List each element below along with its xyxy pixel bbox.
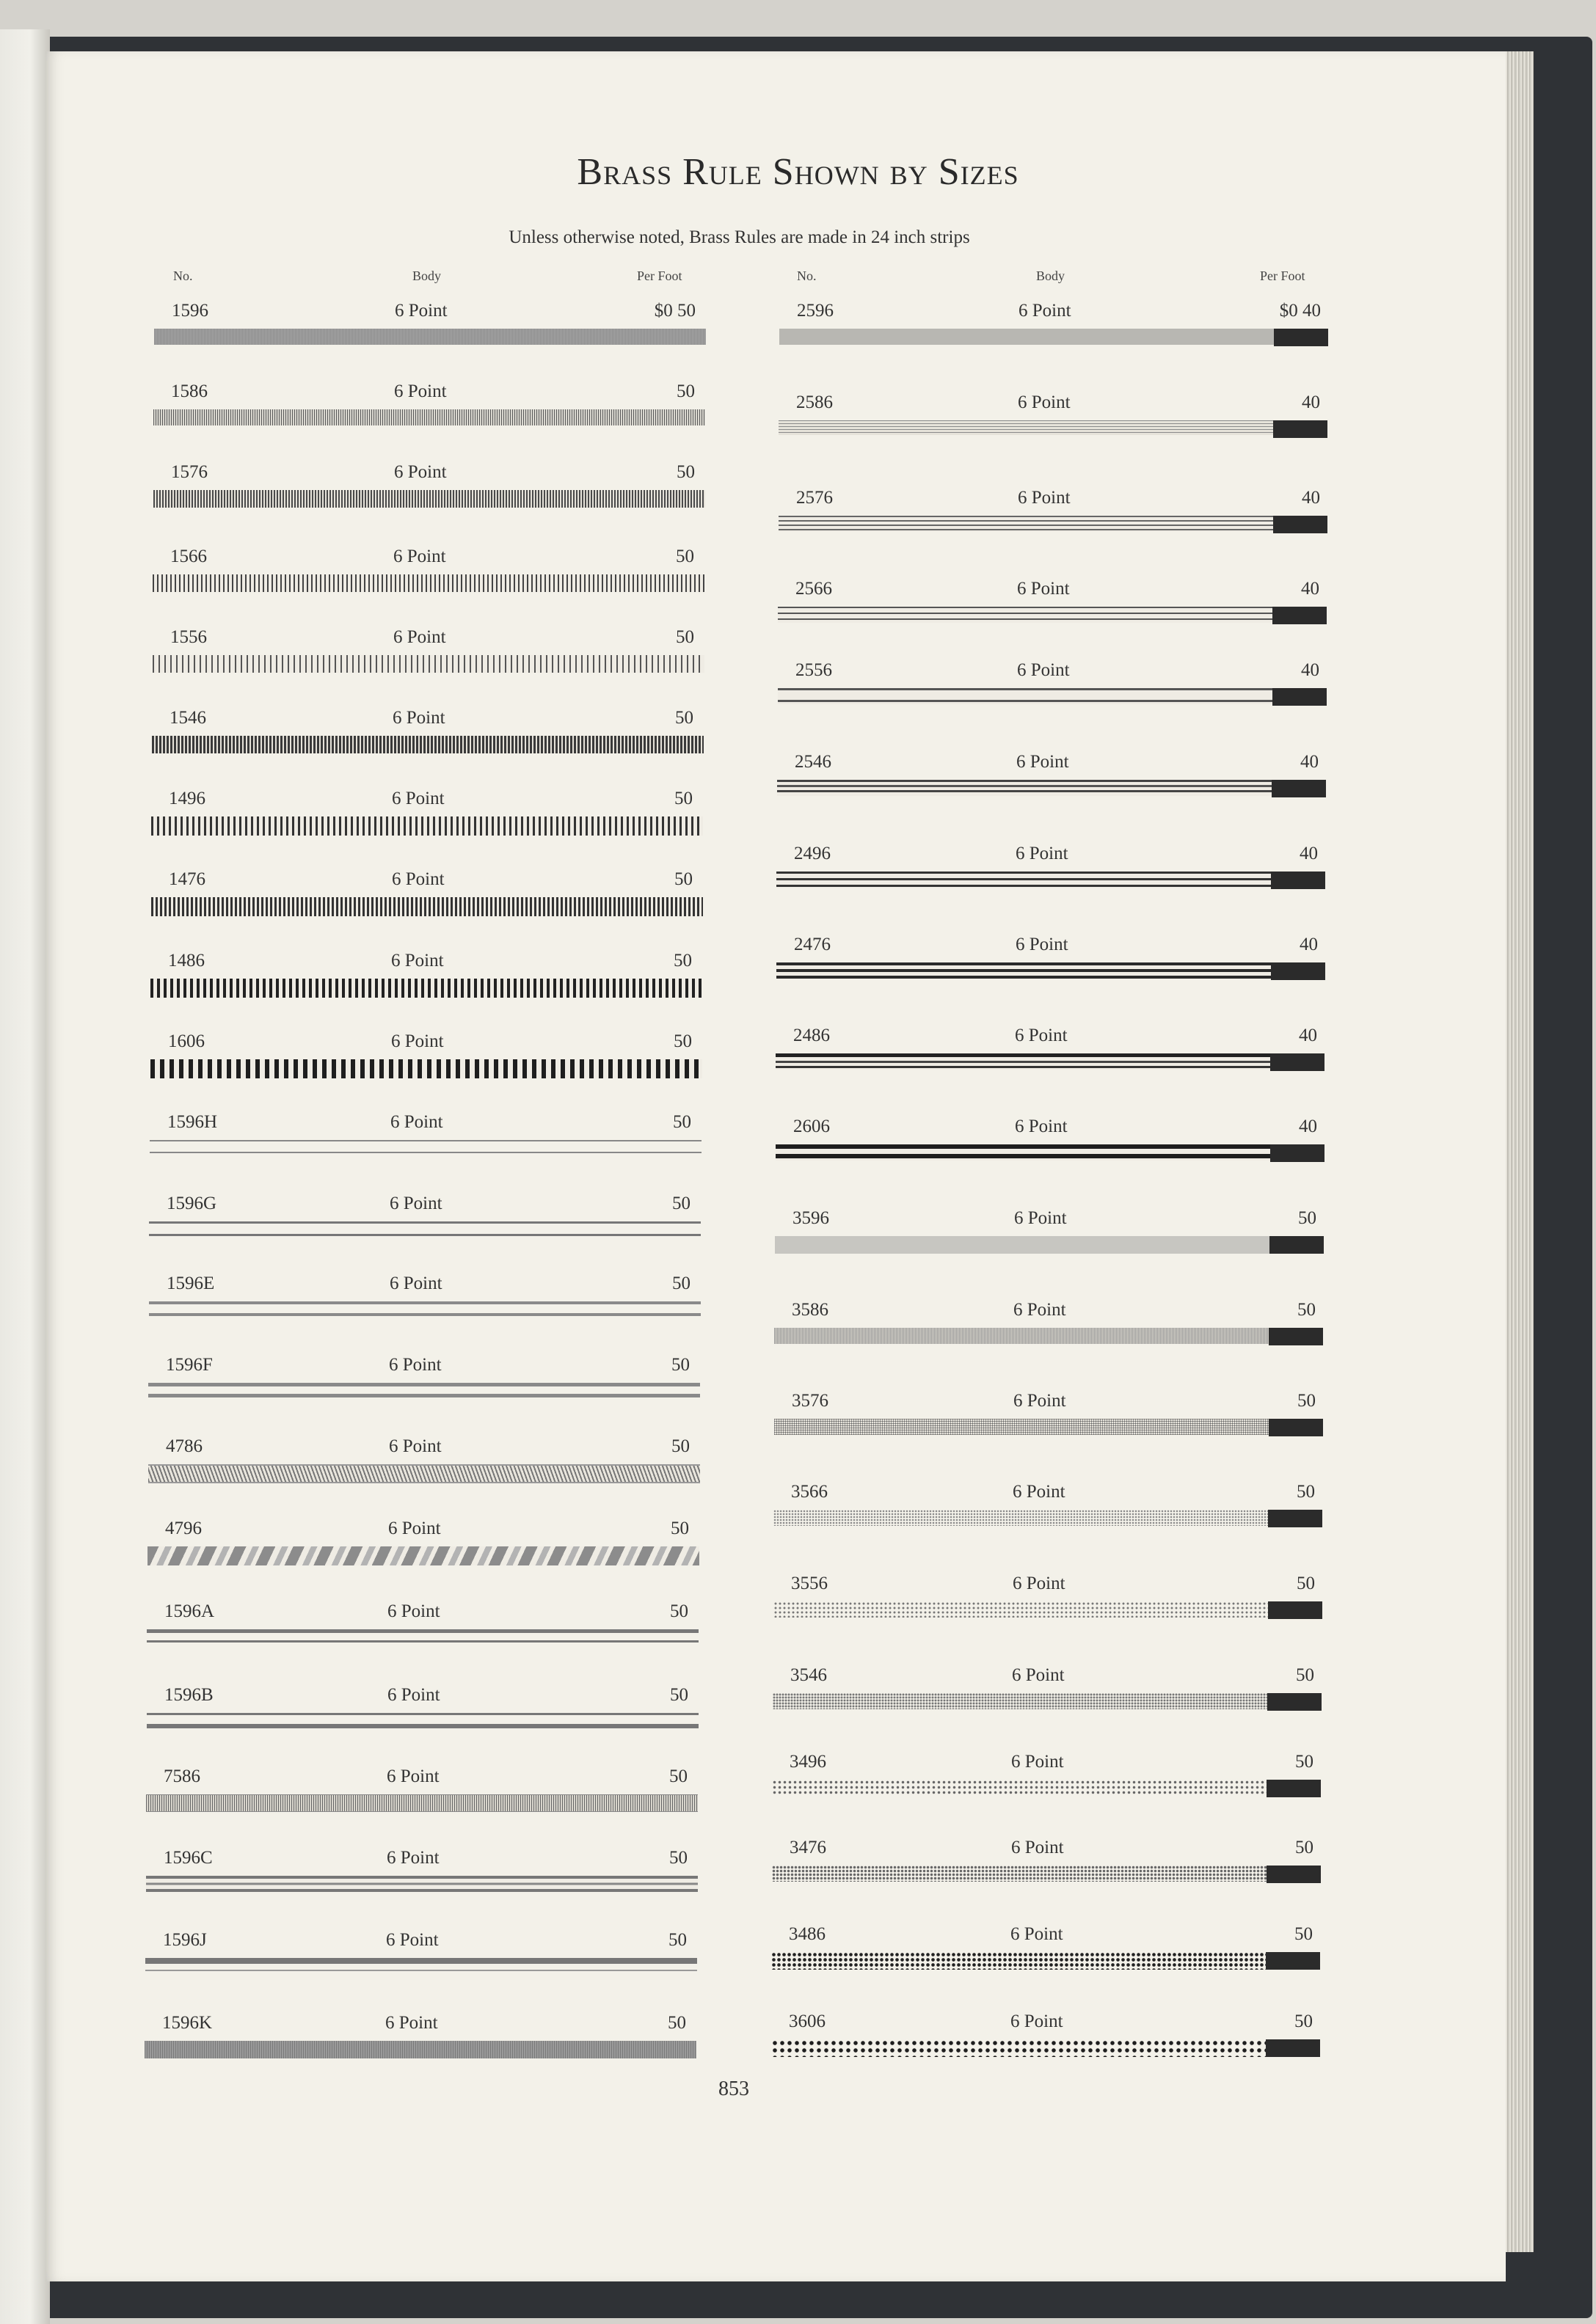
rule-number: 3576 [792, 1391, 828, 1411]
brass-rule-sample [150, 979, 702, 998]
rule-body-size: 6 Point [1010, 1924, 1063, 1944]
rule-end-tip [1269, 1419, 1323, 1436]
brass-rule-sample [149, 1221, 701, 1236]
rule-number: 1596H [167, 1112, 218, 1132]
rule-price-per-foot: 50 [671, 1519, 689, 1538]
brass-rule-sample [148, 1383, 700, 1397]
rule-price-per-foot: 50 [668, 1930, 687, 1950]
rule-price-per-foot: 40 [1301, 579, 1319, 599]
rule-end-tip [1266, 1952, 1320, 1970]
brass-rule-sample [774, 1328, 1269, 1344]
rule-number: 2596 [797, 301, 834, 321]
rule-body-size: 6 Point [1018, 488, 1071, 508]
rule-body-size: 6 Point [1016, 844, 1068, 863]
brass-rule-sample [147, 1629, 699, 1642]
rule-body-size: 6 Point [393, 547, 446, 566]
rule-number: 2566 [795, 579, 832, 599]
rule-body-size: 6 Point [1017, 660, 1070, 680]
brass-rule-sample [773, 1601, 1268, 1618]
brass-rule-sample [771, 1952, 1266, 1970]
rule-number: 2606 [793, 1117, 830, 1136]
rule-body-size: 6 Point [1016, 752, 1069, 772]
rule-number: 3546 [790, 1665, 827, 1685]
header-per-foot-left: Per Foot [637, 268, 682, 283]
brass-rule-sample [154, 329, 706, 345]
rule-body-size: 6 Point [1013, 1574, 1065, 1593]
rule-price-per-foot: $0 40 [1279, 301, 1321, 321]
rule-number: 4786 [166, 1436, 203, 1456]
brass-rule-sample [153, 655, 704, 673]
rule-price-per-foot: 50 [1297, 1300, 1316, 1320]
rule-number: 3596 [792, 1208, 829, 1228]
rule-end-tip [1273, 420, 1327, 438]
rule-price-per-foot: 50 [674, 951, 692, 971]
rule-end-tip [1270, 1053, 1324, 1071]
rule-price-per-foot: 50 [672, 1274, 690, 1293]
brass-rule-sample [146, 1794, 698, 1812]
brass-rule-sample [774, 1419, 1269, 1435]
rule-number: 2576 [796, 488, 833, 508]
rule-body-size: 6 Point [391, 951, 444, 971]
rule-number: 2586 [796, 392, 833, 412]
rule-number: 3486 [789, 1924, 826, 1944]
rule-end-tip [1268, 1601, 1322, 1619]
rule-price-per-foot: 40 [1300, 935, 1318, 954]
rule-number: 3476 [790, 1838, 826, 1857]
rule-body-size: 6 Point [387, 1848, 440, 1868]
rule-body-size: 6 Point [394, 462, 447, 482]
rule-number: 1566 [170, 547, 207, 566]
header-no-right: No. [797, 268, 817, 283]
rule-number: 1586 [171, 381, 208, 401]
rule-number: 1606 [168, 1031, 205, 1051]
brass-rule-sample [147, 1713, 699, 1728]
rule-price-per-foot: $0 50 [654, 301, 696, 321]
brass-rule-sample [779, 420, 1273, 435]
rule-end-tip [1266, 2039, 1320, 2057]
brass-rule-sample [776, 1053, 1270, 1070]
brass-rule-sample [153, 409, 705, 425]
rule-body-size: 6 Point [388, 1519, 441, 1538]
rule-number: 2556 [795, 660, 832, 680]
brass-rule-sample [153, 490, 705, 508]
rule-price-per-foot: 50 [1295, 1752, 1313, 1772]
rule-price-per-foot: 40 [1300, 844, 1318, 863]
brass-rule-sample [776, 872, 1271, 888]
rule-number: 1596C [164, 1848, 213, 1868]
rule-number: 1596E [167, 1274, 215, 1293]
header-per-foot-right: Per Foot [1260, 268, 1305, 283]
rule-body-size: 6 Point [1015, 1117, 1068, 1136]
header-body-right: Body [1036, 268, 1065, 283]
brass-rule-sample [150, 1140, 702, 1153]
rule-body-size: 6 Point [1016, 935, 1068, 954]
rule-price-per-foot: 50 [677, 381, 695, 401]
rule-end-tip [1267, 1693, 1322, 1711]
rule-body-size: 6 Point [1013, 1300, 1066, 1320]
brass-rule-sample [772, 1780, 1267, 1796]
rule-body-size: 6 Point [389, 1355, 442, 1375]
rule-body-size: 6 Point [394, 381, 447, 401]
rule-end-tip [1271, 872, 1325, 889]
rule-body-size: 6 Point [1014, 1208, 1067, 1228]
brass-rule-sample [153, 574, 704, 592]
brass-rule-sample [776, 962, 1271, 979]
rule-number: 2486 [793, 1026, 830, 1045]
brass-rule-sample [773, 1693, 1267, 1709]
rule-price-per-foot: 50 [670, 1685, 688, 1705]
rule-number: 7586 [164, 1766, 200, 1786]
rule-number: 1596B [164, 1685, 214, 1705]
rule-price-per-foot: 50 [1296, 1665, 1314, 1685]
brass-rule-sample [146, 1876, 698, 1892]
rule-number: 1486 [168, 951, 205, 971]
brass-rule-sample [147, 1546, 699, 1565]
rule-number: 3566 [791, 1482, 828, 1502]
rule-body-size: 6 Point [1017, 579, 1070, 599]
brass-rule-sample [148, 1464, 700, 1483]
rule-price-per-foot: 40 [1299, 1026, 1317, 1045]
brass-rule-sample [773, 1510, 1268, 1526]
rule-body-size: 6 Point [389, 1436, 442, 1456]
rule-price-per-foot: 50 [1294, 1924, 1313, 1944]
rule-price-per-foot: 50 [674, 869, 693, 889]
brass-rule-sample [772, 1866, 1267, 1882]
brass-rule-sample [771, 2039, 1266, 2057]
rule-body-size: 6 Point [391, 1031, 444, 1051]
brass-rule-sample [775, 1236, 1269, 1254]
rule-price-per-foot: 40 [1300, 752, 1319, 772]
rule-body-size: 6 Point [387, 1766, 440, 1786]
brass-rule-sample [151, 897, 703, 916]
rule-number: 2476 [794, 935, 831, 954]
rule-number: 1476 [169, 869, 205, 889]
rule-body-size: 6 Point [1010, 2011, 1063, 2031]
rule-number: 1596F [166, 1355, 213, 1375]
rule-body-size: 6 Point [1011, 1838, 1064, 1857]
rule-body-size: 6 Point [390, 1274, 442, 1293]
rule-number: 1546 [170, 708, 206, 728]
rule-number: 3606 [789, 2011, 826, 2031]
rule-price-per-foot: 40 [1299, 1117, 1317, 1136]
rule-end-tip [1268, 1510, 1322, 1527]
rule-end-tip [1269, 1328, 1323, 1345]
catalog-page [45, 51, 1506, 2281]
brass-rule-sample [776, 1144, 1270, 1161]
rule-price-per-foot: 50 [671, 1355, 690, 1375]
page-subtitle: Unless otherwise noted, Brass Rules are made in 24 inch strips [509, 227, 970, 247]
page-number: 853 [718, 2078, 749, 2100]
rule-end-tip [1271, 962, 1325, 980]
rule-price-per-foot: 40 [1301, 660, 1319, 680]
rule-price-per-foot: 50 [675, 708, 693, 728]
rule-end-tip [1267, 1780, 1321, 1797]
rule-price-per-foot: 50 [674, 789, 693, 808]
rule-end-tip [1267, 1866, 1321, 1883]
brass-rule-sample [152, 736, 704, 753]
brass-rule-sample [150, 1059, 702, 1078]
brass-rule-sample [149, 1301, 701, 1316]
rule-price-per-foot: 50 [1297, 1482, 1315, 1502]
rule-body-size: 6 Point [390, 1112, 443, 1132]
rule-body-size: 6 Point [392, 789, 445, 808]
rule-end-tip [1273, 516, 1327, 533]
rule-number: 1596G [167, 1194, 217, 1213]
rule-number: 4796 [165, 1519, 202, 1538]
rule-price-per-foot: 50 [669, 1766, 688, 1786]
rule-body-size: 6 Point [387, 1685, 440, 1705]
rule-price-per-foot: 50 [671, 1436, 690, 1456]
brass-rule-sample [151, 816, 703, 836]
rule-body-size: 6 Point [392, 869, 445, 889]
left-page-edge [0, 29, 50, 2324]
rule-body-size: 6 Point [387, 1601, 440, 1621]
page-title: Brass Rule Shown by Sizes [577, 151, 1019, 193]
rule-price-per-foot: 50 [669, 1848, 688, 1868]
rule-price-per-foot: 40 [1302, 392, 1320, 412]
brass-rule-sample [145, 2041, 696, 2058]
rule-number: 1576 [171, 462, 208, 482]
rule-body-size: 6 Point [385, 2013, 438, 2033]
rule-price-per-foot: 50 [674, 1031, 692, 1051]
rule-end-tip [1274, 329, 1328, 346]
rule-body-size: 6 Point [1019, 301, 1071, 321]
brass-rule-sample [779, 516, 1273, 532]
rule-number: 1496 [169, 789, 205, 808]
rule-price-per-foot: 50 [677, 462, 695, 482]
rule-body-size: 6 Point [393, 627, 446, 647]
rule-body-size: 6 Point [1018, 392, 1071, 412]
rule-number: 1556 [170, 627, 207, 647]
rule-price-per-foot: 50 [676, 547, 694, 566]
rule-body-size: 6 Point [1015, 1026, 1068, 1045]
rule-number: 1596 [172, 301, 208, 321]
rule-body-size: 6 Point [1011, 1752, 1064, 1772]
header-no-left: No. [173, 268, 193, 283]
rule-price-per-foot: 40 [1302, 488, 1320, 508]
rule-end-tip [1272, 607, 1327, 624]
rule-end-tip [1272, 780, 1326, 797]
rule-number: 1596A [164, 1601, 215, 1621]
rule-end-tip [1272, 688, 1327, 706]
rule-number: 1596J [163, 1930, 207, 1950]
rule-price-per-foot: 50 [1297, 1391, 1316, 1411]
rule-body-size: 6 Point [393, 708, 445, 728]
rule-price-per-foot: 50 [672, 1194, 690, 1213]
brass-rule-sample [778, 688, 1272, 704]
rule-body-size: 6 Point [1013, 1482, 1065, 1502]
brass-rule-sample [779, 329, 1274, 345]
rule-body-size: 6 Point [386, 1930, 439, 1950]
rule-end-tip [1270, 1144, 1324, 1162]
rule-body-size: 6 Point [1013, 1391, 1066, 1411]
header-body-left: Body [412, 268, 442, 283]
rule-body-size: 6 Point [395, 301, 448, 321]
rule-body-size: 6 Point [390, 1194, 442, 1213]
rule-number: 3496 [790, 1752, 826, 1772]
brass-rule-sample [777, 780, 1272, 796]
rule-price-per-foot: 50 [1295, 1838, 1313, 1857]
rule-number: 2546 [795, 752, 831, 772]
rule-number: 2496 [794, 844, 831, 863]
rule-price-per-foot: 50 [673, 1112, 691, 1132]
rule-price-per-foot: 50 [1294, 2011, 1313, 2031]
rule-number: 3586 [792, 1300, 828, 1320]
rule-price-per-foot: 50 [1298, 1208, 1316, 1228]
rule-number: 1596K [162, 2013, 213, 2033]
rule-price-per-foot: 50 [676, 627, 694, 647]
brass-rule-sample [778, 607, 1272, 623]
brass-rule-sample [145, 1958, 697, 1971]
rule-number: 3556 [791, 1574, 828, 1593]
rule-price-per-foot: 50 [670, 1601, 688, 1621]
rule-price-per-foot: 50 [1297, 1574, 1315, 1593]
rule-end-tip [1269, 1236, 1324, 1254]
rule-body-size: 6 Point [1012, 1665, 1065, 1685]
rule-price-per-foot: 50 [668, 2013, 686, 2033]
